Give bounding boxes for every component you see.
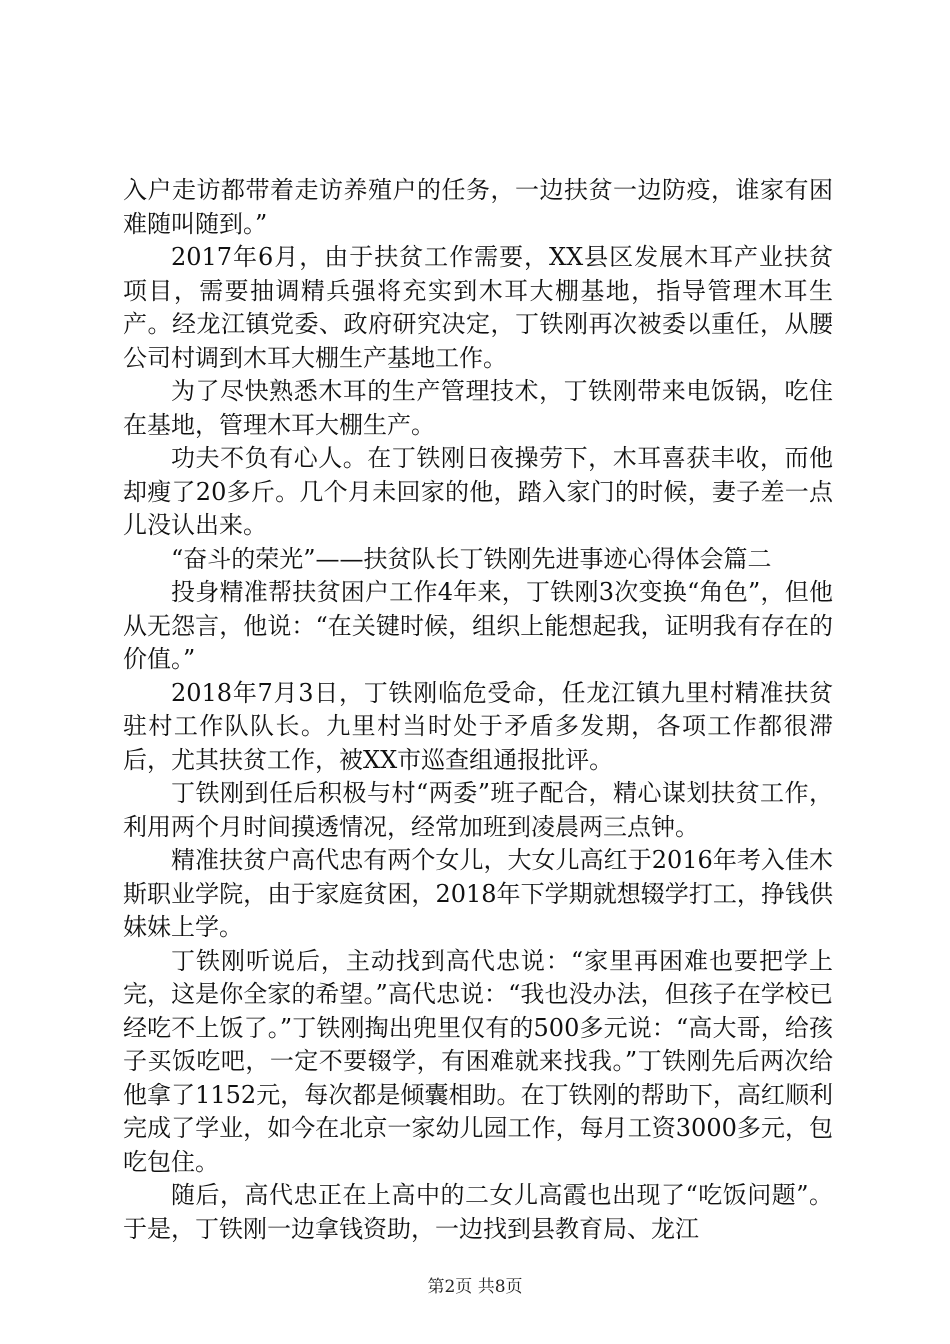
paragraph: 入户走访都带着走访养殖户的任务，一边扶贫一边防疫，谁家有困难随叫随到。” (123, 176, 833, 238)
section-heading: “奋斗的荣光”——扶贫队长丁铁刚先进事迹心得体会篇二 (171, 544, 772, 573)
paragraph: 为了尽快熟悉木耳的生产管理技术，丁铁刚带来电饭锅，吃住在基地，管理木耳大棚生产。 (123, 377, 833, 439)
paragraph: 随后，高代忠正在上高中的二女儿高霞也出现了“吃饭问题”。于是，丁铁刚一边拿钱资助，一边找到县教育局、龙江 (123, 1181, 833, 1243)
paragraph: 2017年6月，由于扶贫工作需要，XX县区发展木耳产业扶贫项目，需要抽调精兵强将充实到木耳大棚基地，指导管理木耳生产。经龙江镇党委、政府研究决定，丁铁刚再次被委以重任，从腰公司村调到木耳大棚生产基地工作。 (123, 243, 833, 372)
paragraph: 丁铁刚到任后积极与村“两委”班子配合，精心谋划扶贫工作，利用两个月时间摸透情况，经常加班到凌晨两三点钟。 (123, 779, 833, 841)
paragraph: 丁铁刚听说后，主动找到高代忠说：“家里再困难也要把学上完，这是你全家的希望。”高代忠说：“我也没办法，但孩子在学校已经吃不上饭了。”丁铁刚掏出兜里仅有的500多元说：“高大哥，给孩子买饭吃吧，一定不要辍学，有困难就来找我。”丁铁刚先后两次给他拿了1152元，每次都是倾囊相助。在丁铁刚的帮助下，高红顺利完成了学业，如今在北京一家幼儿园工作，每月工资3000多元，包吃包住。 (123, 946, 833, 1176)
paragraph: 投身精准帮扶贫困户工作4年来，丁铁刚3次变换“角色”，但他从无怨言，他说：“在关键时候，组织上能想起我，证明我有存在的价值。” (123, 578, 833, 673)
paragraph: 精准扶贫户高代忠有两个女儿，大女儿高红于2016年考入佳木斯职业学院，由于家庭贫困，2018年下学期就想辍学打工，挣钱供妹妹上学。 (123, 846, 833, 941)
paragraph: 功夫不负有心人。在丁铁刚日夜操劳下，木耳喜获丰收，而他却瘦了20多斤。几个月未回家的他，踏入家门的时候，妻子差一点儿没认出来。 (123, 444, 833, 539)
document-body (123, 174, 833, 1246)
page-number-footer: 第2页 共8页 (427, 1277, 523, 1297)
paragraph: 2018年7月3日，丁铁刚临危受命，任龙江镇九里村精准扶贫驻村工作队队长。九里村当时处于矛盾多发期，各项工作都很滞后，尤其扶贫工作，被XX市巡查组通报批评。 (123, 678, 833, 774)
